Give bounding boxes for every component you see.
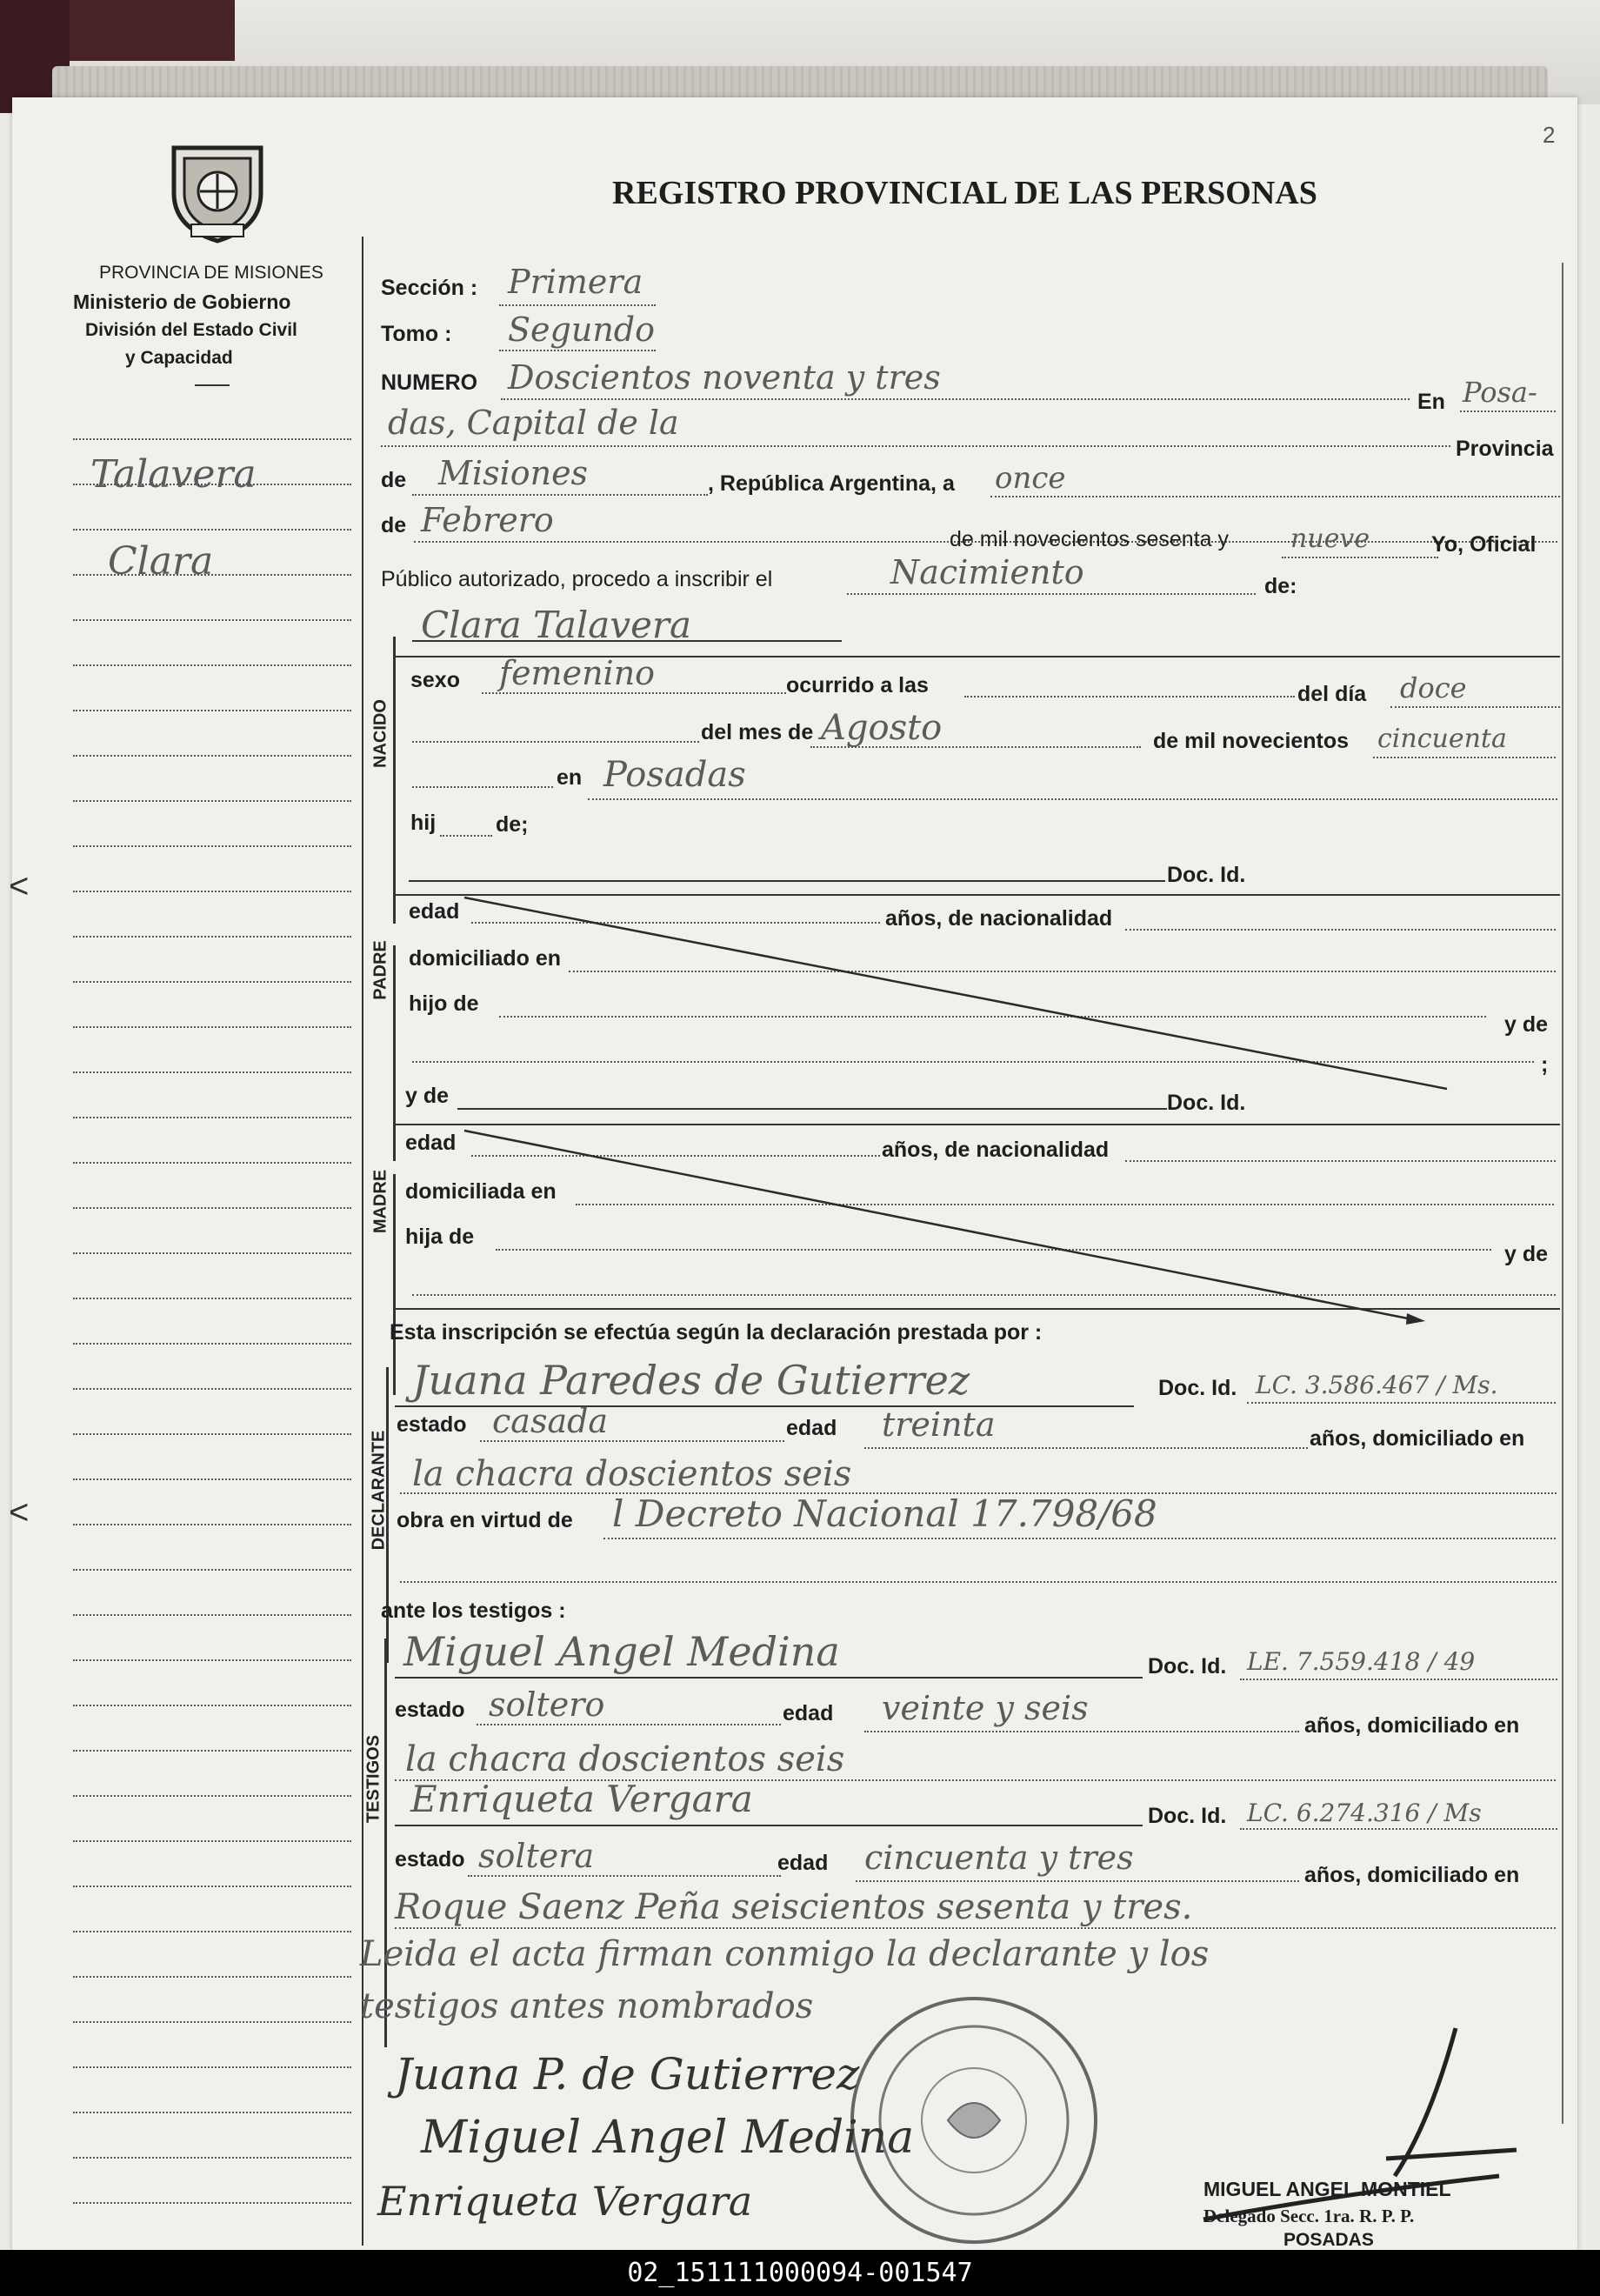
decreto-value: l Decreto Nacional 17.798/68: [612, 1492, 1157, 1535]
cierre-line-2: testigos antes nombrados: [360, 1986, 814, 2026]
en-value: Posa-: [1463, 376, 1537, 409]
doc-id-label-declarante: Doc. Id.: [1158, 1376, 1237, 1400]
testigo1-edad-line: [864, 1731, 1299, 1732]
edad-label-testigo2: edad: [777, 1851, 829, 1875]
tomo-value: Segundo: [508, 310, 655, 349]
stamp-city: POSADAS: [1283, 2230, 1374, 2250]
numero-label: NUMERO: [381, 370, 478, 395]
en-label: En: [1417, 390, 1445, 414]
anos-dom-label-declarante: años, domiciliado en: [1310, 1426, 1525, 1451]
edad-label-testigo1: edad: [783, 1701, 834, 1725]
tomo-label: Tomo :: [381, 322, 452, 346]
publico-label: Público autorizado, procedo a inscribir el: [381, 567, 773, 591]
declarante-value: Juana Paredes de Gutierrez: [412, 1357, 970, 1404]
dia-nac-value: doce: [1400, 671, 1467, 704]
declarante-estado-value: casada: [492, 1402, 609, 1440]
testigo2-edad-value: cincuenta y tres: [864, 1839, 1134, 1877]
obra-label: obra en virtud de: [397, 1508, 573, 1532]
anos-nac-label-madre: años, de nacionalidad: [882, 1138, 1110, 1162]
testigo1-estado-value: soltero: [489, 1685, 605, 1724]
del-dia-label: del día: [1297, 682, 1367, 706]
ano-nac-value: cincuenta: [1377, 724, 1507, 754]
semicolon: ;: [1541, 1052, 1549, 1077]
en-lower-label: en: [557, 765, 583, 790]
org-line-2: Ministerio de Gobierno: [73, 290, 291, 313]
testigo2-edad-line: [856, 1880, 1299, 1882]
testigo2-value: Enriqueta Vergara: [410, 1778, 753, 1820]
de-label: de: [381, 468, 407, 492]
nombre-value: Clara Talavera: [421, 604, 692, 646]
register-page: [9, 97, 1577, 2250]
de-colon-label: de:: [1264, 574, 1297, 598]
margin-surname: Talavera: [90, 452, 257, 497]
declarante-dom-value: la chacra doscientos seis: [412, 1454, 852, 1494]
scan-id-bar: [0, 2250, 1600, 2296]
edad-label-padre: edad: [409, 899, 460, 924]
mes-nac-value: Agosto: [821, 708, 943, 748]
provincia-label: Provincia: [1456, 437, 1554, 461]
declarante-edad-line: [864, 1447, 1308, 1449]
seccion-value: Primera: [508, 263, 643, 301]
org-line-3: División del Estado Civil: [85, 320, 297, 340]
republica-label: , República Argentina, a: [708, 471, 955, 496]
stamp-name: MIGUEL ANGEL MONTIEL: [1203, 2178, 1451, 2200]
declarante-edad-value: treinta: [882, 1405, 996, 1444]
ano-value: nueve: [1290, 524, 1370, 554]
doc-id-label-testigo2: Doc. Id.: [1148, 1804, 1227, 1828]
testigo1-doc-value: LE. 7.559.418 / 49: [1247, 1647, 1476, 1676]
de-semi-label: de;: [496, 812, 529, 837]
org-line-1: PROVINCIA DE MISIONES: [99, 263, 323, 283]
madre-label: MADRE: [370, 1169, 390, 1234]
testigo1-estado-line: [477, 1724, 781, 1725]
testigo2-doc-value: LC. 6.274.316 / Ms: [1247, 1799, 1482, 1827]
testigo2-estado-line: [468, 1875, 781, 1877]
nacido-label: NACIDO: [370, 699, 390, 768]
book-binding: [52, 66, 1548, 101]
edad-label-declarante: edad: [786, 1416, 837, 1440]
anos-dom-label-testigo1: años, domiciliado en: [1304, 1713, 1520, 1738]
domiciliada-label: domiciliada en: [405, 1179, 557, 1204]
stamp-role: Delegado Secc. 1ra. R. P. P.: [1203, 2206, 1415, 2226]
testigo2-doc-line: [1240, 1828, 1557, 1830]
page-notch: <: [9, 867, 30, 905]
mes-value: Febrero: [421, 501, 554, 539]
doc-id-label-padre: Doc. Id.: [1167, 863, 1246, 887]
sexo-value: femenino: [499, 654, 656, 692]
doc-id-label-madre: Doc. Id.: [1167, 1091, 1246, 1115]
del-mes-label: del mes de: [701, 720, 814, 744]
cierre-line-1: Leida el acta firman conmigo la declarante y los: [360, 1934, 1210, 1974]
doc-id-label-testigo1: Doc. Id.: [1148, 1654, 1227, 1679]
dia-value: once: [995, 461, 1066, 496]
scan-id: 02_151111000094-001547: [627, 2258, 973, 2288]
testigo2-dom-line: [395, 1927, 1556, 1929]
anos-nac-label-padre: años, de nacionalidad: [885, 906, 1113, 931]
de-label-2: de: [381, 513, 407, 537]
mil-novecientos-label: de mil novecientos: [1153, 729, 1350, 753]
declarante-doc-value: LC. 3.586.467 / Ms.: [1256, 1371, 1498, 1399]
estado-label-declarante: estado: [397, 1412, 467, 1437]
testigo1-edad-value: veinte y seis: [882, 1689, 1089, 1727]
numero-value: Doscientos noventa y tres: [508, 358, 941, 397]
padre-label: PADRE: [370, 940, 390, 1000]
margin-given-name: Clara: [108, 539, 214, 584]
seccion-label: Sección :: [381, 276, 478, 300]
edad-label-madre: edad: [405, 1131, 457, 1155]
testigo1-value: Miguel Angel Medina: [403, 1628, 840, 1675]
testigo2-estado-value: soltera: [478, 1837, 595, 1875]
domiciliado-label-padre: domiciliado en: [409, 946, 562, 971]
yo-oficial-label: Yo, Oficial: [1431, 532, 1537, 557]
anos-dom-label-testigo2: años, domiciliado en: [1304, 1863, 1520, 1887]
signature-declarante: Juana P. de Gutierrez: [395, 2049, 860, 2099]
estado-label-testigo1: estado: [395, 1698, 465, 1722]
testigo2-line: [395, 1825, 1143, 1826]
testigo1-line: [395, 1677, 1143, 1679]
declarante-estado-line: [480, 1440, 784, 1442]
ante-testigos-label: ante los testigos :: [381, 1599, 566, 1623]
hija-de-label: hija de: [405, 1225, 475, 1249]
y-de-label-padre: y de: [1504, 1012, 1549, 1037]
decreto-line: [603, 1538, 1556, 1539]
y-de-label-madre: y de: [1504, 1242, 1549, 1266]
signature-testigo2: Enriqueta Vergara: [377, 2178, 753, 2225]
estado-label-testigo2: estado: [395, 1847, 465, 1872]
declarante-label: DECLARANTE: [369, 1430, 389, 1551]
sexo-label: sexo: [410, 668, 460, 692]
mil-sesenta-label: de mil novecientos sesenta y: [950, 527, 1230, 551]
lugar-value: das, Capital de la: [388, 404, 679, 442]
ocurrido-label: ocurrido a las: [786, 673, 929, 697]
blank-line: [400, 1581, 1557, 1583]
hijo-de-label: hijo de: [409, 991, 479, 1016]
declarante-doc-line: [1247, 1402, 1556, 1404]
inscripcion-label: Esta inscripción se efectúa según la declaración prestada por :: [390, 1320, 1043, 1345]
misiones-value: Misiones: [438, 454, 589, 492]
hij-label: hij: [410, 811, 437, 835]
corner-mark: 2: [1543, 122, 1556, 148]
testigos-label: TESTIGOS: [363, 1734, 383, 1824]
signature-testigo1: Miguel Angel Medina: [421, 2112, 915, 2164]
page-notch: <: [9, 1493, 30, 1532]
org-line-4: y Capacidad: [125, 348, 233, 368]
book-cover-edge: [70, 0, 235, 61]
y-de-label-madre-top: y de: [405, 1084, 450, 1108]
testigo1-doc-line: [1240, 1679, 1557, 1680]
acto-value: Nacimiento: [890, 553, 1084, 591]
page-title: REGISTRO PROVINCIAL DE LAS PERSONAS: [612, 175, 1317, 211]
testigo2-dom-value: Roque Saenz Peña seiscientos sesenta y tres.: [395, 1887, 1193, 1927]
testigo1-dom-value: la chacra doscientos seis: [405, 1739, 845, 1779]
lugar-nac-value: Posadas: [603, 755, 746, 795]
